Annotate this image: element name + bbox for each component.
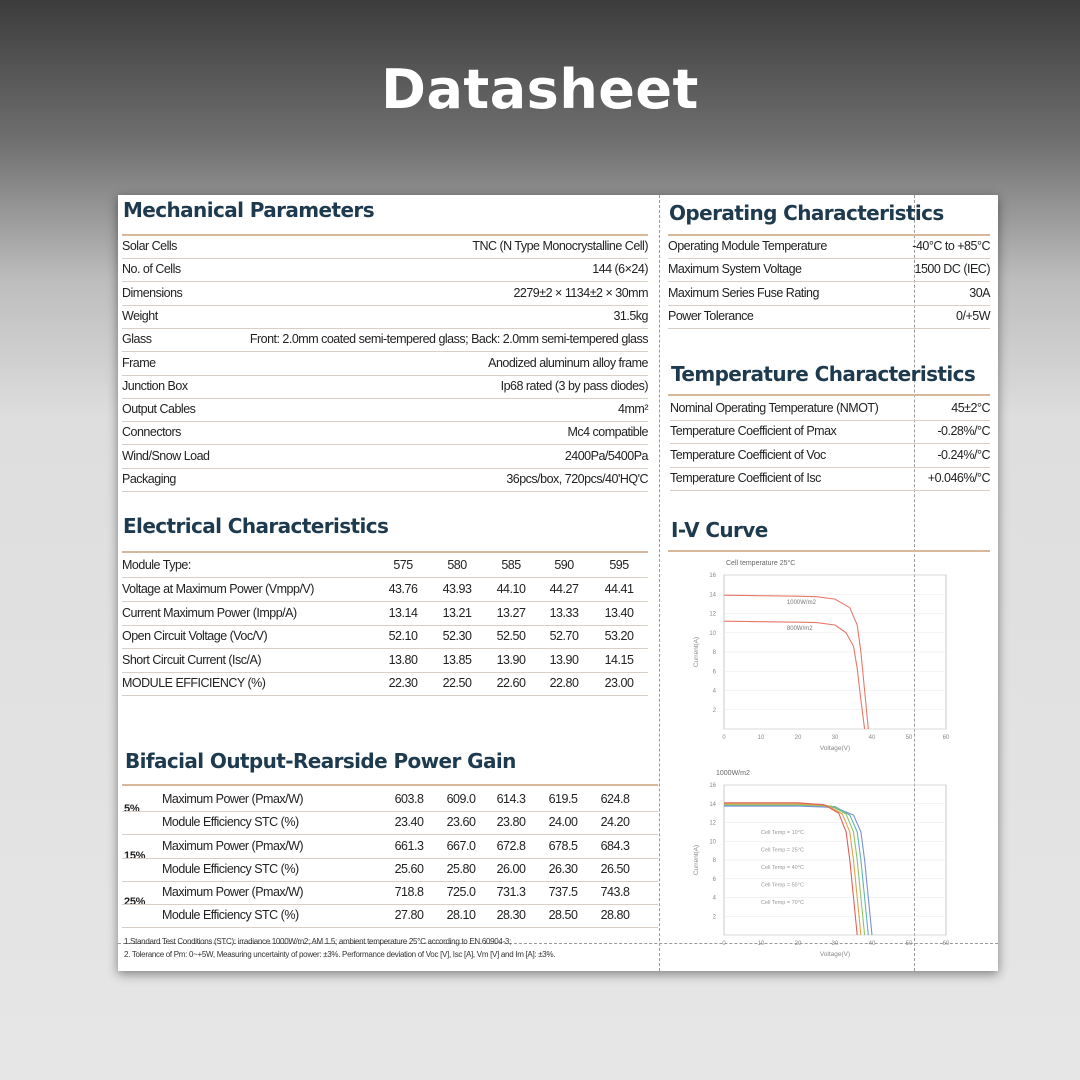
operating-row	[668, 282, 990, 306]
mechanical-label: Glass	[122, 332, 152, 347]
bifacial-value: 725.0	[446, 885, 476, 899]
banner-title: Datasheet	[381, 58, 699, 121]
y-tick-label: 10	[709, 839, 716, 846]
mechanical-value: TNC (N Type Monocrystalline Cell)	[472, 239, 648, 253]
operating-label: Maximum Series Fuse Rating	[668, 285, 819, 300]
y-tick-label: 6	[712, 876, 716, 883]
electrical-value: 52.30	[442, 629, 472, 643]
mechanical-label: Connectors	[122, 425, 181, 440]
operating-row	[668, 235, 990, 259]
bifacial-row	[122, 881, 658, 905]
electrical-row	[122, 672, 648, 696]
electrical-value: 13.90	[496, 652, 526, 667]
mechanical-row	[122, 421, 648, 445]
y-tick-label: 12	[709, 611, 716, 618]
mechanical-label: Dimensions	[122, 285, 183, 300]
mechanical-row	[122, 328, 648, 352]
mechanical-label: Wind/Snow Load	[122, 448, 210, 463]
electrical-value: 52.50	[496, 629, 526, 643]
bifacial-row	[122, 904, 658, 928]
datasheet-panel	[118, 195, 998, 971]
bifacial-value: 24.00	[548, 815, 578, 830]
operating-row	[668, 258, 990, 282]
gain-label: 25%	[124, 896, 146, 908]
x-tick-label: 30	[831, 735, 839, 741]
footnotes	[124, 935, 555, 961]
mechanical-title: Mechanical Parameters	[123, 198, 374, 222]
temperature-row	[670, 420, 990, 444]
electrical-value: 44.10	[496, 582, 526, 596]
bifacial-value: 28.50	[548, 908, 578, 923]
bifacial-value: 614.3	[496, 792, 526, 806]
module-type-label: Module Type:	[122, 558, 191, 572]
bifacial-value: 672.8	[496, 838, 526, 853]
fold-guide	[659, 195, 660, 971]
electrical-label: MODULE EFFICIENCY (%)	[122, 676, 266, 690]
electrical-row	[122, 649, 648, 673]
electrical-value: 13.40	[604, 605, 634, 620]
operating-title: Operating Characteristics	[669, 201, 944, 225]
x-tick-label: 0	[722, 941, 726, 947]
model-column-header: 585	[501, 558, 521, 572]
iv-curve-title: I-V Curve	[671, 518, 768, 542]
temperature-value: 45±2°C	[951, 401, 990, 415]
y-tick-label: 16	[709, 573, 716, 579]
gain-label: 15%	[124, 849, 146, 862]
bifacial-value: 23.60	[446, 815, 476, 830]
operating-row	[668, 305, 990, 329]
gain-label: 5%	[124, 803, 140, 815]
electrical-value: 22.60	[496, 676, 526, 690]
bifacial-label: Module Efficiency STC (%)	[162, 815, 299, 830]
bifacial-value: 619.5	[548, 792, 578, 806]
y-tick-label: 8	[712, 858, 716, 864]
y-tick-label: 16	[709, 783, 716, 789]
electrical-row	[122, 578, 648, 602]
electrical-value: 52.70	[549, 629, 579, 643]
x-tick-label: 50	[905, 735, 913, 741]
electrical-value: 13.14	[388, 605, 418, 620]
x-tick-label: 60	[942, 941, 950, 947]
bifacial-value: 737.5	[548, 885, 578, 899]
series-label: 1000W/m2	[786, 600, 816, 607]
y-tick-label: 14	[709, 801, 716, 808]
mechanical-label: Packaging	[122, 472, 176, 486]
bifacial-row	[122, 811, 658, 835]
iv-chart-temperature	[688, 767, 958, 963]
iv-series-line	[724, 595, 868, 729]
mechanical-label: Output Cables	[122, 402, 196, 417]
mechanical-value: 144 (6×24)	[592, 262, 648, 277]
chart-title: Cell temperature 25°C	[726, 560, 796, 567]
temperature-title: Temperature Characteristics	[671, 362, 976, 386]
legend-label: Cell Temp = 10°C	[761, 829, 804, 836]
bifacial-value: 26.30	[548, 861, 578, 876]
bifacial-value: 26.50	[600, 861, 630, 876]
y-axis-label: Current(A)	[693, 636, 700, 668]
operating-value: -40°C to +85°C	[912, 239, 990, 253]
y-tick-label: 14	[709, 592, 716, 599]
legend-label: Cell Temp = 25°C	[761, 847, 804, 854]
electrical-value: 13.33	[549, 605, 579, 620]
bifacial-value: 731.3	[496, 885, 526, 899]
section-rule	[668, 394, 990, 396]
legend-label: Cell Temp = 40°C	[761, 864, 804, 871]
bifacial-label: Module Efficiency STC (%)	[162, 861, 299, 876]
bifacial-value: 678.5	[548, 838, 578, 853]
y-tick-label: 2	[712, 707, 716, 714]
operating-value: 1500 DC (IEC)	[914, 262, 990, 277]
x-tick-label: 20	[794, 735, 802, 741]
electrical-header-row	[122, 554, 648, 578]
series-label: 800W/m2	[786, 626, 813, 633]
electrical-value: 52.10	[388, 629, 418, 643]
bifacial-value: 25.60	[394, 861, 424, 876]
bifacial-value: 667.0	[446, 838, 476, 853]
model-column-header: 580	[447, 558, 467, 572]
bifacial-value: 26.00	[496, 861, 526, 876]
electrical-label: Voltage at Maximum Power (Vmpp/V)	[122, 582, 314, 596]
mechanical-row	[122, 375, 648, 399]
mechanical-row	[122, 468, 648, 492]
electrical-label: Current Maximum Power (Impp/A)	[122, 605, 297, 620]
footnote-1: 1.Standard Test Conditions (STC): irradiance 1000W/m2; AM 1.5; ambient temperature 25°C according to EN 60904-3;	[124, 937, 511, 946]
y-tick-label: 8	[712, 650, 716, 656]
operating-label: Maximum System Voltage	[668, 262, 802, 277]
bifacial-label: Maximum Power (Pmax/W)	[162, 885, 304, 899]
bifacial-label: Module Efficiency STC (%)	[162, 908, 299, 923]
electrical-label: Short Circuit Current (Isc/A)	[122, 652, 262, 667]
temperature-label: Temperature Coefficient of Pmax	[670, 424, 837, 439]
bifacial-row	[122, 788, 658, 812]
section-rule	[122, 551, 648, 553]
mechanical-row	[122, 282, 648, 306]
y-tick-label: 4	[712, 688, 716, 695]
bifacial-label: Maximum Power (Pmax/W)	[162, 792, 304, 806]
mechanical-value: 36pcs/box, 720pcs/40'HQ'C	[506, 472, 648, 486]
electrical-row	[122, 602, 648, 626]
mechanical-row	[122, 235, 648, 259]
mechanical-label: Solar Cells	[122, 239, 177, 253]
electrical-value: 13.21	[442, 605, 472, 620]
chart-title: 1000W/m2	[716, 770, 750, 777]
mechanical-value: Mc4 compatible	[567, 425, 648, 440]
bifacial-value: 28.80	[600, 908, 630, 923]
electrical-value: 53.20	[604, 629, 634, 643]
mechanical-value: Front: 2.0mm coated semi-tempered glass; Back: 2.0mm semi-tempered glass	[249, 332, 648, 347]
mechanical-row	[122, 305, 648, 329]
bifacial-value: 23.40	[394, 815, 424, 830]
bifacial-value: 603.8	[394, 792, 424, 806]
model-column-header: 595	[609, 558, 629, 572]
electrical-value: 22.80	[549, 676, 579, 690]
bifacial-value: 28.30	[496, 908, 526, 923]
operating-label: Operating Module Temperature	[668, 239, 827, 253]
footnote-2: 2. Tolerance of Pm: 0~+5W, Measuring uncertainty of power: ±3%. Performance deviation of Voc [V], Isc [A], Vm [V] and Im [A]: ±3%.	[124, 950, 556, 959]
y-tick-label: 2	[712, 914, 716, 921]
electrical-value: 13.80	[388, 652, 418, 667]
operating-label: Power Tolerance	[668, 308, 754, 323]
electrical-value: 14.15	[604, 652, 634, 667]
x-tick-label: 0	[722, 735, 726, 741]
x-tick-label: 10	[757, 941, 765, 947]
electrical-label: Open Circuit Voltage (Voc/V)	[122, 629, 268, 643]
mechanical-value: 4mm²	[618, 402, 648, 417]
mechanical-value: 2279±2 × 1134±2 × 30mm	[513, 285, 648, 300]
electrical-value: 44.41	[604, 582, 634, 596]
bifacial-value: 24.20	[600, 815, 630, 830]
electrical-value: 43.76	[388, 582, 418, 596]
temperature-label: Temperature Coefficient of Isc	[670, 470, 821, 485]
mechanical-label: Frame	[122, 355, 156, 370]
legend-label: Cell Temp = 70°C	[761, 899, 804, 906]
electrical-value: 23.00	[604, 676, 634, 690]
x-tick-label: 30	[831, 941, 839, 947]
mechanical-label: No. of Cells	[122, 262, 181, 277]
mechanical-row	[122, 398, 648, 422]
x-axis-label: Voltage(V)	[819, 951, 851, 958]
operating-value: 0/+5W	[956, 308, 990, 323]
temperature-value: +0.046%/°C	[927, 470, 990, 485]
bifacial-value: 718.8	[394, 885, 424, 899]
x-tick-label: 20	[794, 941, 802, 947]
temperature-label: Temperature Coefficient of Voc	[670, 447, 826, 462]
mechanical-label: Junction Box	[122, 378, 188, 393]
temperature-row	[670, 444, 990, 468]
y-tick-label: 4	[712, 895, 716, 902]
electrical-value: 13.85	[442, 652, 472, 667]
model-column-header: 590	[554, 558, 574, 572]
bifacial-value: 28.10	[446, 908, 476, 923]
section-rule	[668, 550, 990, 552]
electrical-value: 13.27	[496, 605, 526, 620]
bifacial-label: Maximum Power (Pmax/W)	[162, 838, 304, 853]
x-tick-label: 40	[868, 941, 876, 947]
y-tick-label: 10	[709, 630, 716, 637]
x-axis-label: Voltage(V)	[819, 745, 851, 752]
section-rule	[122, 784, 658, 786]
bifacial-row	[122, 858, 658, 882]
operating-value: 30A	[969, 285, 990, 300]
mechanical-value: 2400Pa/5400Pa	[564, 448, 648, 463]
model-column-header: 575	[393, 558, 413, 572]
bifacial-row	[122, 835, 658, 859]
bifacial-value: 684.3	[600, 838, 630, 853]
electrical-value: 22.30	[388, 676, 418, 690]
y-tick-label: 6	[712, 669, 716, 676]
temperature-row	[670, 467, 990, 491]
x-tick-label: 60	[942, 735, 950, 741]
x-tick-label: 50	[905, 941, 913, 947]
mechanical-value: Anodized aluminum alloy frame	[488, 355, 648, 370]
x-tick-label: 10	[757, 735, 765, 741]
bifacial-value: 27.80	[394, 908, 424, 923]
mechanical-row	[122, 352, 648, 376]
temperature-row	[670, 397, 990, 421]
bifacial-value: 25.80	[446, 861, 476, 876]
temperature-value: -0.24%/°C	[937, 447, 990, 462]
mechanical-value: 31.5kg	[613, 308, 648, 323]
bifacial-value: 743.8	[600, 885, 630, 899]
y-tick-label: 12	[709, 820, 716, 827]
mechanical-value: Ip68 rated (3 by pass diodes)	[500, 378, 648, 393]
mechanical-label: Weight	[122, 308, 158, 323]
electrical-value: 44.27	[549, 582, 579, 596]
bifacial-value: 23.80	[496, 815, 526, 830]
electrical-value: 22.50	[442, 676, 472, 690]
temperature-value: -0.28%/°C	[937, 424, 990, 439]
bifacial-value: 609.0	[446, 792, 476, 806]
temperature-label: Nominal Operating Temperature (NMOT)	[670, 401, 879, 415]
bifacial-title: Bifacial Output-Rearside Power Gain	[125, 749, 516, 773]
electrical-value: 43.93	[442, 582, 472, 596]
y-axis-label: Current(A)	[693, 844, 700, 876]
bifacial-value: 624.8	[600, 792, 630, 806]
bifacial-value: 661.3	[394, 838, 424, 853]
mechanical-row	[122, 258, 648, 282]
electrical-value: 13.90	[549, 652, 579, 667]
x-tick-label: 40	[868, 735, 876, 741]
legend-label: Cell Temp = 55°C	[761, 882, 804, 889]
electrical-row	[122, 625, 648, 649]
electrical-title: Electrical Characteristics	[123, 514, 389, 538]
iv-series-line	[724, 621, 865, 729]
mechanical-row	[122, 445, 648, 469]
iv-chart-irradiance	[688, 557, 958, 757]
